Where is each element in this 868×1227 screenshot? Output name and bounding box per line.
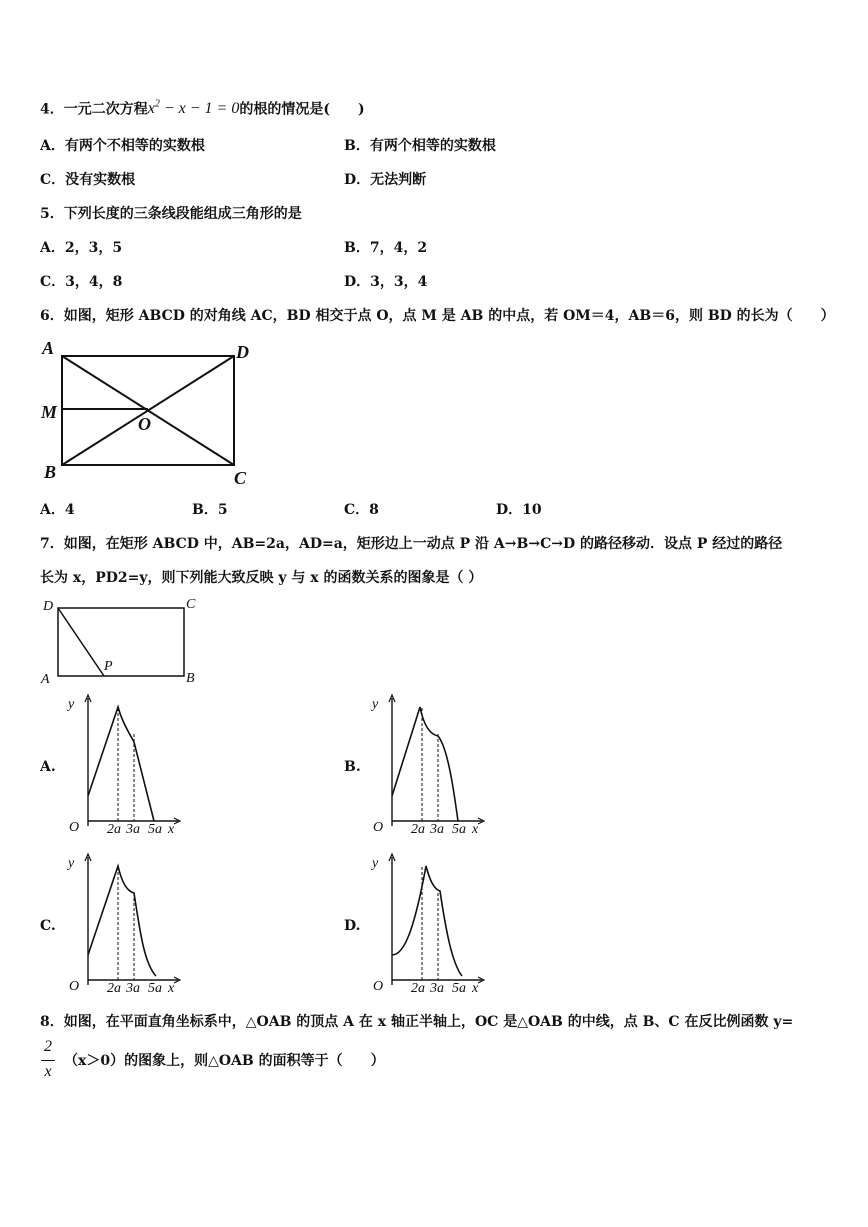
q5-option-c[interactable]: C．3，4，8	[40, 274, 123, 290]
tick-label-2a: 2a	[411, 981, 425, 996]
q7-rectangle-figure	[38, 594, 208, 687]
q6-label-a: A	[42, 338, 55, 358]
q6-option-d[interactable]: D．10	[496, 502, 542, 518]
q6-label-m: M	[41, 402, 58, 422]
q6-label-b: B	[44, 462, 57, 482]
function-curve	[88, 866, 156, 976]
tick-label-3a: 3a	[430, 822, 444, 837]
q7-stem-line1: 7．如图，在矩形 ABCD 中，AB=2a，AD=a，矩形边上一动点 P 沿 A→B→C→D 的路径移动．设点 P 经过的路径	[40, 536, 783, 552]
q4-option-d[interactable]: D．无法判断	[344, 172, 427, 188]
q6-option-a[interactable]: A．4	[40, 502, 75, 518]
q8-stem-line1: 8．如图，在平面直角坐标系中，△OAB 的顶点 A 在 x 轴正半轴上，OC 是△OAB 的中线，点 B、C 在反比例函数 y=	[40, 1014, 794, 1030]
tick-label-5a: 5a	[452, 981, 466, 996]
tick-label-3a: 3a	[126, 822, 140, 837]
tick-label-2a: 2a	[107, 822, 121, 837]
tick-label-5a: 5a	[148, 822, 162, 837]
q8-stem-line2: （x＞0）的图象上，则△OAB 的面积等于（ ）	[64, 1053, 385, 1069]
x-axis-label: x	[168, 981, 175, 996]
function-curve	[392, 707, 458, 821]
q7-graph-a[interactable]	[64, 692, 204, 837]
origin-label: O	[373, 979, 384, 994]
q4-stem-prefix: 4．一元二次方程	[40, 101, 148, 118]
q7-option-a[interactable]: A.	[40, 759, 56, 775]
x-axis-label: x	[472, 981, 479, 996]
q7-label-a: A	[41, 672, 50, 687]
function-curve	[88, 707, 154, 821]
q4-equation: $x^2 - x - 1 = 0$	[147, 99, 240, 118]
q8-fraction-denominator: x	[44, 1063, 52, 1080]
q7-label-d: D	[43, 599, 54, 614]
origin-label: O	[373, 820, 384, 835]
q4-stem	[40, 96, 365, 118]
q8-fraction-bar	[41, 1060, 55, 1061]
tick-label-5a: 5a	[452, 822, 466, 837]
q7-option-b[interactable]: B.	[344, 759, 361, 775]
tick-label-5a: 5a	[148, 981, 162, 996]
q7-graph-b[interactable]	[368, 692, 508, 837]
q5-option-a[interactable]: A．2，3，5	[40, 240, 123, 256]
origin-label: O	[69, 979, 80, 994]
function-curve	[392, 866, 462, 976]
q7-graph-d[interactable]	[368, 851, 508, 996]
q6-label-o: O	[138, 414, 151, 434]
q5-option-b[interactable]: B．7，4，2	[344, 240, 428, 256]
tick-label-2a: 2a	[411, 822, 425, 837]
q7-stem-line2: 长为 x，PD2=y，则下列能大致反映 y 与 x 的函数关系的图象是（ ）	[40, 570, 483, 586]
q4-option-a[interactable]: A．有两个不相等的实数根	[40, 138, 205, 154]
y-axis-label: y	[68, 856, 75, 871]
y-axis-label: y	[68, 697, 75, 712]
q7-label-c: C	[186, 597, 196, 612]
y-axis-label: y	[372, 856, 379, 871]
q4-option-b[interactable]: B．有两个相等的实数根	[344, 138, 496, 154]
q7-label-p: P	[104, 659, 113, 674]
q6-rectangle-figure	[38, 338, 258, 488]
q8-fraction-numerator: 2	[44, 1038, 52, 1055]
x-axis-label: x	[168, 822, 175, 837]
q7-graph-c[interactable]	[64, 851, 204, 996]
tick-label-3a: 3a	[126, 981, 140, 996]
q7-option-d[interactable]: D.	[344, 918, 361, 934]
q6-option-c[interactable]: C．8	[344, 502, 379, 518]
x-axis-label: x	[472, 822, 479, 837]
q6-label-d: D	[236, 342, 249, 362]
q5-stem: 5．下列长度的三条线段能组成三角形的是	[40, 206, 302, 222]
q6-label-c: C	[234, 468, 247, 488]
tick-label-3a: 3a	[430, 981, 444, 996]
q4-option-c[interactable]: C．没有实数根	[40, 172, 136, 188]
q7-label-b: B	[186, 671, 195, 686]
q6-option-b[interactable]: B．5	[192, 502, 228, 518]
q4-stem-suffix: 的根的情况是( )	[239, 101, 365, 118]
tick-label-2a: 2a	[107, 981, 121, 996]
q6-stem: 6．如图，矩形 ABCD 的对角线 AC，BD 相交于点 O，点 M 是 AB 的中点，若 OM＝4，AB＝6，则 BD 的长为（ ）	[40, 308, 835, 324]
origin-label: O	[69, 820, 80, 835]
y-axis-label: y	[372, 697, 379, 712]
q7-option-c[interactable]: C.	[40, 918, 56, 934]
q5-option-d[interactable]: D．3，3，4	[344, 274, 428, 290]
